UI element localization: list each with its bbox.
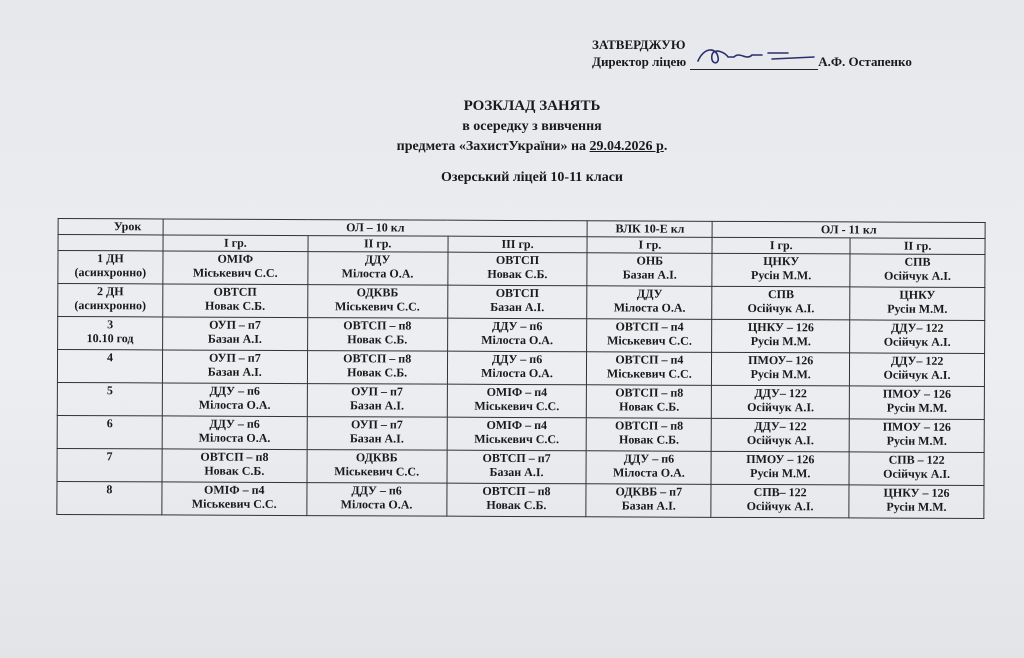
lesson-number: 1 ДН xyxy=(97,251,124,266)
teacher-name: Русін М.М. xyxy=(886,400,948,415)
subject-code: СПВ xyxy=(904,254,931,269)
teacher-name: Русін М.М. xyxy=(750,367,811,382)
teacher-name: Міськевич С.С. xyxy=(192,265,278,280)
teacher-name: Осійчук А.І. xyxy=(747,399,815,415)
teacher-name: Базан А.І. xyxy=(490,299,545,315)
subject-code: ОНБ xyxy=(636,253,664,268)
teacher-name: Міськевич С.С. xyxy=(335,299,420,314)
class-cell xyxy=(586,484,711,518)
class-cell xyxy=(446,483,586,517)
class-cell xyxy=(850,353,985,387)
class-cell xyxy=(307,384,447,418)
class-cell xyxy=(162,317,307,351)
group-header: ІІ гр. xyxy=(308,236,448,253)
schedule-table xyxy=(56,218,985,519)
teacher-name: Базан А.І. xyxy=(349,398,405,413)
teacher-name: Русін М.М. xyxy=(751,268,812,283)
subject-code: ЦНКУ xyxy=(899,287,936,302)
teacher-name: Осійчук А.І. xyxy=(883,466,951,481)
class-cell xyxy=(307,351,447,385)
subject-code: ДДУ – п6 xyxy=(491,318,543,334)
class-cell xyxy=(162,449,307,483)
teacher-name: Русін М.М. xyxy=(886,433,947,448)
class-cell xyxy=(711,451,849,485)
class-cell xyxy=(163,284,308,318)
teacher-name: Міськевич С.С. xyxy=(607,333,692,348)
teacher-name: Осійчук А.І. xyxy=(883,367,951,382)
subject-code: ДДУ xyxy=(636,286,663,301)
lesson-number: 3 xyxy=(107,317,114,332)
teacher-name: Русін М.М. xyxy=(750,334,811,349)
subject-code: ДДУ– 122 xyxy=(890,353,944,368)
group-header: ІІІ гр. xyxy=(448,236,588,253)
class-cell xyxy=(307,285,447,319)
subject-code: ДДУ – п6 xyxy=(623,451,675,466)
teacher-name: Мілоста О.А. xyxy=(198,397,271,412)
table-row xyxy=(58,283,985,320)
subject-code: ОМІФ xyxy=(217,251,254,266)
class-cell xyxy=(447,384,587,418)
subject-code: ОВТСП – п8 xyxy=(343,351,412,366)
lesson-number: 2 ДН xyxy=(96,284,124,299)
teacher-name: Новак С.Б. xyxy=(347,365,408,380)
lesson-cell xyxy=(58,316,163,349)
lesson-cell xyxy=(57,448,162,481)
group-header: І гр. xyxy=(712,237,850,254)
class-cell xyxy=(587,319,712,353)
teacher-name: Осійчук А.І. xyxy=(746,432,814,448)
lesson-number: 6 xyxy=(106,416,113,431)
class-cell xyxy=(711,484,849,518)
subject-code: ОДКВБ xyxy=(355,450,398,465)
subject-code: ДДУ– 122 xyxy=(754,419,807,434)
subject-code: ЦНКУ xyxy=(763,254,800,269)
subject-code: ОДКВБ xyxy=(356,285,399,300)
class-cell xyxy=(850,287,985,321)
subject-code: ОВТСП – п8 xyxy=(343,318,412,333)
class-cell xyxy=(447,351,587,385)
class-cell xyxy=(712,286,850,320)
subject-code: ОВТСП – п4 xyxy=(615,319,684,334)
teacher-name: Мілоста О.А. xyxy=(613,465,685,480)
teacher-name: Базан А.І. xyxy=(349,431,404,446)
teacher-name: Мілоста О.А. xyxy=(198,430,271,445)
class-cell xyxy=(712,385,850,419)
teacher-name: Русін М.М. xyxy=(750,466,811,481)
teacher-name: Новак С.Б. xyxy=(619,399,680,414)
teacher-name: Міськевич С.С. xyxy=(606,366,692,381)
teacher-name: Русін М.М. xyxy=(886,499,947,514)
class-cell xyxy=(849,452,984,486)
lesson-number: 8 xyxy=(106,482,113,497)
teacher-name: Базан А.І. xyxy=(622,267,677,282)
class-cell xyxy=(307,483,447,517)
teacher-name: Новак С.Б. xyxy=(619,432,680,447)
teacher-name: Мілоста О.А. xyxy=(481,332,554,348)
class-cell xyxy=(587,253,712,287)
header-lesson: Урок xyxy=(58,218,163,234)
teacher-name: Базан А.І. xyxy=(207,331,262,346)
teacher-name: Осійчук А.І. xyxy=(883,334,951,349)
header-ol10: ОЛ – 10 кл xyxy=(163,219,588,237)
group-header: ІІ гр. xyxy=(850,238,985,255)
header-ol11: ОЛ - 11 кл xyxy=(712,221,985,238)
class-cell xyxy=(850,320,985,354)
lesson-cell xyxy=(57,481,162,514)
lesson-cell xyxy=(57,382,162,415)
class-cell xyxy=(712,319,850,353)
class-cell xyxy=(162,416,307,450)
subject-code: ОВТСП – п4 xyxy=(615,352,684,367)
class-cell xyxy=(586,451,711,485)
table-row xyxy=(57,349,984,386)
subject-code: ОМІФ – п4 xyxy=(486,384,548,400)
class-cell xyxy=(849,419,984,453)
class-cell xyxy=(162,350,307,384)
schedule-subtitle: в осередку з вивчення xyxy=(462,119,602,134)
subject-code: СПВ– 122 xyxy=(753,485,807,500)
table-row xyxy=(58,316,985,353)
class-cell xyxy=(447,252,587,286)
subject-code: СПВ xyxy=(767,287,795,302)
header-vlk: ВЛК 10-Е кл xyxy=(587,221,712,238)
lesson-cell xyxy=(57,415,162,448)
group-header: І гр. xyxy=(163,235,308,252)
teacher-name: Новак С.Б. xyxy=(486,497,547,513)
class-cell xyxy=(307,450,447,484)
subject-code: ОУП – п7 xyxy=(351,417,403,432)
table-row xyxy=(57,415,984,452)
teacher-name: Осійчук А.І. xyxy=(746,498,814,514)
subject-code: ДДУ– 122 xyxy=(754,386,807,401)
teacher-name: Міськевич С.С. xyxy=(474,398,560,414)
signature-line xyxy=(690,55,818,70)
teacher-name: Базан А.І. xyxy=(207,364,262,379)
subject-code: ОВТСП xyxy=(213,284,257,299)
class-cell xyxy=(712,253,850,287)
teacher-name: Новак С.Б. xyxy=(204,463,265,478)
subject-code: ДДУ – п6 xyxy=(209,416,260,431)
subject-code: ОВТСП – п8 xyxy=(615,385,684,400)
class-cell xyxy=(308,252,448,286)
teacher-name: Русін М.М. xyxy=(887,301,948,316)
subject-code: ПМОУ – 126 xyxy=(746,451,815,467)
class-cell xyxy=(587,418,712,452)
teacher-name: Осійчук А.І. xyxy=(747,300,815,316)
class-cell xyxy=(447,285,587,319)
teacher-name: Міськевич С.С. xyxy=(474,431,560,447)
subject-code: ДДУ– 122 xyxy=(890,320,944,335)
approval-signature-row xyxy=(592,53,912,70)
subject-code: ОВТСП xyxy=(495,285,539,301)
subject-code: ПМОУ – 126 xyxy=(882,386,952,401)
subject-code: ПМОУ– 126 xyxy=(748,352,814,368)
lesson-note: (асинхронно) xyxy=(74,298,147,313)
schedule-date: 29.04.2026 р xyxy=(589,139,664,154)
class-cell xyxy=(307,417,447,451)
subject-code: ОВТСП – п8 xyxy=(615,418,684,433)
lesson-note: (асинхронно) xyxy=(74,265,147,280)
teacher-name: Міськевич С.С. xyxy=(191,496,277,511)
lesson-cell xyxy=(58,283,163,316)
lesson-number: 5 xyxy=(106,383,113,398)
schedule-title: РОЗКЛАД ЗАНЯТЬ xyxy=(463,98,601,114)
lesson-number: 4 xyxy=(106,350,114,365)
signature-scribble xyxy=(690,43,818,69)
class-cell xyxy=(587,286,712,320)
table-row xyxy=(58,250,985,287)
subject-code: ОВТСП – п8 xyxy=(200,449,269,464)
class-cell xyxy=(307,318,447,352)
teacher-name: Базан А.І. xyxy=(621,498,676,513)
class-cell xyxy=(712,352,850,386)
teacher-name: Міськевич С.С. xyxy=(334,464,420,479)
class-cell xyxy=(587,352,712,386)
class-cell xyxy=(163,251,308,285)
table-row xyxy=(57,481,984,518)
group-header: І гр. xyxy=(587,237,712,254)
subject-code: ОМІФ – п4 xyxy=(203,482,265,497)
teacher-name: Новак С.Б. xyxy=(487,266,548,282)
lesson-cell xyxy=(57,349,162,382)
table-body xyxy=(57,250,985,518)
teacher-name: Осійчук А.І. xyxy=(883,268,951,283)
schedule-subject-line xyxy=(40,139,1024,155)
group-empty-cell xyxy=(58,234,163,250)
subject-code: ОУП – п7 xyxy=(351,384,403,399)
subject-code: ДДУ – п6 xyxy=(209,383,260,398)
director-position: Директор ліцею xyxy=(592,54,687,69)
subject-code: ОМІФ – п4 xyxy=(486,417,548,433)
subject-code: ДДУ xyxy=(364,252,391,267)
teacher-name: Мілоста О.А. xyxy=(613,300,686,315)
director-name: А.Ф. Остапенко xyxy=(818,54,912,69)
subject-prefix: предмета «ЗахистУкраїни» на xyxy=(396,139,590,154)
subject-code: ЦНКУ – 126 xyxy=(883,485,950,500)
subject-code: СПВ – 122 xyxy=(888,452,945,467)
subject-code: ДДУ – п6 xyxy=(491,351,543,367)
school-name: Озерський ліцей 10-11 класи xyxy=(440,170,623,185)
subject-code: ЦНКУ – 126 xyxy=(747,319,814,335)
class-cell xyxy=(447,450,587,484)
lesson-cell xyxy=(58,250,163,283)
class-cell xyxy=(849,485,984,519)
class-cell xyxy=(162,482,307,516)
teacher-name: Новак С.Б. xyxy=(347,332,408,347)
table-row xyxy=(57,448,984,485)
lesson-note: 10.10 год xyxy=(86,331,134,346)
subject-code: ДДУ – п6 xyxy=(351,483,402,498)
subject-code: ОВТСП xyxy=(495,252,540,268)
class-cell xyxy=(162,383,307,417)
teacher-name: Мілоста О.А. xyxy=(341,266,414,281)
table-row xyxy=(57,382,984,419)
class-cell xyxy=(587,385,712,419)
teacher-name: Мілоста О.А. xyxy=(481,365,553,381)
approval-block xyxy=(592,36,912,70)
approval-label: ЗАТВЕРДЖУЮ xyxy=(592,37,686,52)
class-cell xyxy=(849,386,984,420)
teacher-name: Новак С.Б. xyxy=(205,298,266,313)
class-cell xyxy=(850,254,985,288)
subject-suffix: . xyxy=(663,139,668,154)
class-cell xyxy=(447,318,587,352)
subject-code: ОУП – п7 xyxy=(208,350,261,365)
subject-code: ОВТСП – п8 xyxy=(482,483,551,499)
teacher-name: Базан А.І. xyxy=(489,464,544,480)
teacher-name: Мілоста О.А. xyxy=(340,497,413,512)
subject-code: ПМОУ – 126 xyxy=(882,419,951,434)
class-cell xyxy=(447,417,587,451)
subject-code: ОУП – п7 xyxy=(209,317,261,332)
class-cell xyxy=(711,418,849,452)
lesson-number: 7 xyxy=(106,449,113,464)
subject-code: ОВТСП – п7 xyxy=(482,450,551,466)
subject-code: ОДКВБ – п7 xyxy=(615,484,683,499)
